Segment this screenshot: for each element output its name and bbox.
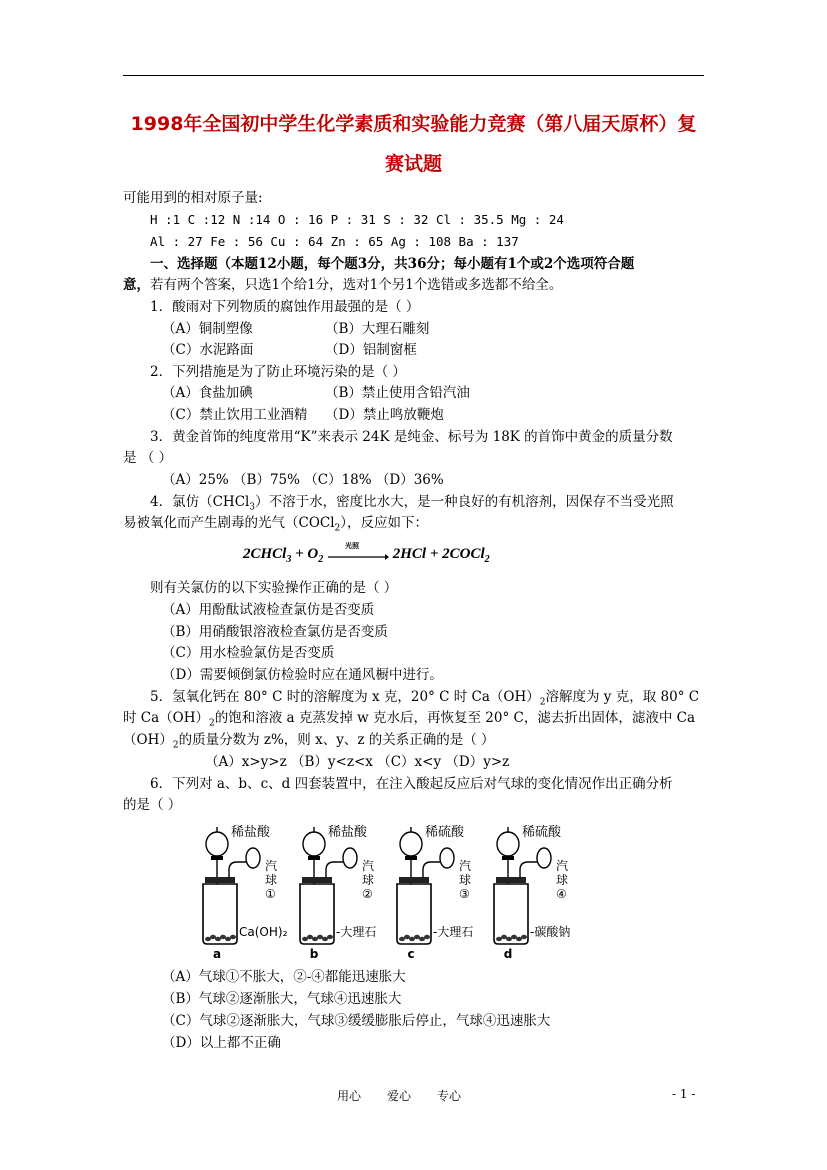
- eq-reactant: 2CHCl: [243, 546, 287, 562]
- option-c: （C）用水检验氯仿是否变质: [162, 645, 335, 661]
- option-a: （A）食盐加碘: [162, 385, 253, 401]
- eq-product: 2HCl + 2COCl: [392, 546, 485, 562]
- bottle-stopper: [205, 877, 235, 883]
- reagent-label: Ca(OH)₂: [239, 925, 288, 939]
- question-stem-continued: 则有关氯仿的以下实验操作正确的是（ ）: [150, 580, 398, 596]
- bottle-stopper: [399, 877, 429, 883]
- setup-letter: d: [503, 947, 513, 961]
- stem-text: 的饱和溶液 a 克蒸发掉 w 克水后，再恢复至 20° C，滤去折出固体，滤液中 Ca: [214, 710, 696, 726]
- balloon-label: 球: [459, 873, 472, 887]
- acid-label: 稀硫酸: [522, 825, 562, 840]
- stopcock: [211, 856, 223, 860]
- atomic-mass-row: H :1 C :12 N :14 O : 16 P : 31 S : 32 Cl : 35.5 Mg : 24: [150, 212, 564, 227]
- atomic-mass-heading: 可能用到的相对原子量:: [123, 190, 263, 206]
- page-title: 1998年全国初中学生化学素质和实验能力竞赛（第八届天原杯）复: [130, 113, 697, 135]
- stem-text: ），反应如下：: [340, 515, 429, 531]
- section-instructions: [123, 277, 713, 293]
- balloon-label: 汽: [265, 859, 278, 873]
- question-stem-continued: 的是（ ）: [123, 797, 182, 813]
- apparatus-figure: [195, 822, 595, 962]
- footer-text: 用心: [337, 1089, 362, 1103]
- options-row: （A）25% （B）75% （C）18% （D）36%: [162, 472, 444, 488]
- reagent-particle: [424, 935, 430, 939]
- stem-text: ）不溶于水，密度比水大，是一种良好的有机溶剂，因保存不当受光照: [255, 494, 674, 510]
- stem-text: 4．氯仿（CHCl: [150, 494, 250, 510]
- section-heading: 一、选择题（本题12小题，每个题3分，共36分；每小题有1个或2个选项符合题: [150, 256, 635, 272]
- balloon: [343, 848, 357, 868]
- question-stem: [150, 494, 740, 516]
- delivery-tube: [520, 862, 538, 878]
- stem-text: （OH）: [123, 732, 173, 748]
- funnel-bulb: [400, 832, 422, 856]
- balloon-label: ④: [556, 887, 567, 901]
- balloon: [440, 848, 454, 868]
- eq-reactant: + O: [291, 546, 319, 562]
- balloon-label: ③: [459, 887, 470, 901]
- page-number: - 1 -: [672, 1087, 696, 1101]
- reagent-particle: [230, 935, 236, 939]
- subscript: 2: [334, 523, 341, 534]
- reagent-label: -大理石: [433, 925, 474, 939]
- balloon-label: 汽: [556, 859, 569, 873]
- footer-text: 爱心: [387, 1089, 412, 1103]
- question-stem-continued: [123, 710, 713, 732]
- apparatus-setup: [300, 824, 376, 961]
- option-d: （D）以上都不正确: [162, 1035, 281, 1051]
- option-a: （A）铜制塑像: [162, 321, 253, 337]
- options-row: （A）x>y>z （B）y<z<x （C）x<y （D）y>z: [205, 754, 510, 770]
- funnel-bulb: [303, 832, 325, 856]
- funnel-bulb: [206, 832, 228, 856]
- apparatus-setup: [203, 824, 288, 961]
- subscript: 2: [539, 697, 546, 708]
- funnel-bulb: [497, 832, 519, 856]
- header-rule: [123, 75, 704, 76]
- question-stem: 2．下列措施是为了防止环境污染的是（ ）: [150, 364, 406, 380]
- chemical-equation: [243, 541, 490, 565]
- subscript: 3: [286, 554, 292, 565]
- stopcock: [405, 856, 417, 860]
- page-title-continued: 赛试题: [384, 153, 442, 175]
- balloon-label: ①: [265, 887, 276, 901]
- option-a: （A）用酚酞试液检查氯仿是否变质: [162, 602, 375, 618]
- balloon-label: 球: [362, 873, 375, 887]
- reagent-label: -碳酸钠: [530, 925, 571, 939]
- option-c: （C）禁止饮用工业酒精: [162, 407, 308, 423]
- setup-letter: a: [212, 947, 222, 961]
- question-stem-continued: [123, 732, 713, 754]
- balloon-label: 球: [556, 873, 569, 887]
- balloon-label: 汽: [362, 859, 375, 873]
- subscript: 2: [484, 554, 490, 565]
- apparatus-setup: [397, 824, 473, 961]
- delivery-tube: [326, 862, 344, 878]
- section-instructions-text: 若有两个答案，只选1个给1分，选对1个另1个选错或多选都不给全。: [150, 277, 563, 293]
- apparatus-setup: [494, 824, 570, 961]
- subscript: 3: [249, 502, 256, 513]
- option-d: （D）铝制窗框: [325, 342, 417, 358]
- setup-letter: b: [309, 947, 319, 961]
- balloon-label: 球: [265, 873, 278, 887]
- question-stem: 1．酸雨对下列物质的腐蚀作用最强的是（ ）: [150, 299, 420, 315]
- option-b: （B）大理石雕刻: [325, 321, 430, 337]
- question-stem-continued: [123, 515, 713, 537]
- bottle-stopper: [302, 877, 332, 883]
- stem-text: 5．氢氧化钙在 80° C 时的溶解度为 x 克，20° C 时 Ca（OH）: [150, 689, 540, 705]
- balloon-label: ②: [362, 887, 373, 901]
- delivery-tube: [229, 862, 247, 878]
- subscript: 2: [172, 740, 179, 751]
- footer-text: 专心: [437, 1089, 462, 1103]
- question-stem: [150, 689, 740, 711]
- section-heading-tail: 意，: [123, 277, 150, 293]
- acid-label: 稀盐酸: [231, 825, 271, 840]
- setup-letter: c: [407, 947, 415, 961]
- stem-text: 溶解度为 y 克，取 80° C: [545, 689, 700, 705]
- balloon: [537, 848, 551, 868]
- option-a: （A）气球①不胀大，②-④都能迅速胀大: [162, 969, 406, 985]
- delivery-tube: [423, 862, 441, 878]
- option-c: （C）气球②逐渐胀大，气球③缓缓膨胀后停止，气球④迅速胀大: [162, 1013, 551, 1029]
- option-d: （D）禁止鸣放鞭炮: [325, 407, 444, 423]
- stem-text: 时 Ca（OH）: [123, 710, 210, 726]
- option-b: （B）气球②逐渐胀大，气球④迅速胀大: [162, 991, 402, 1007]
- atomic-mass-row: Al : 27 Fe : 56 Cu : 64 Zn : 65 Ag : 108 Ba : 137: [150, 234, 519, 249]
- option-b: （B）禁止使用含铅汽油: [325, 385, 470, 401]
- stem-text: 易被氧化而产生剧毒的光气（COCl: [123, 515, 335, 531]
- arrow-icon: [327, 552, 389, 562]
- reaction-arrow: [327, 541, 389, 562]
- stopcock: [308, 856, 320, 860]
- stopcock: [502, 856, 514, 860]
- question-stem: 6．下列对 a、b、c、d 四套装置中，在注入酸起反应后对气球的变化情况作出正确分析: [150, 776, 673, 792]
- option-b: （B）用硝酸银溶液检查氯仿是否变质: [162, 624, 388, 640]
- bottle-stopper: [496, 877, 526, 883]
- balloon: [246, 848, 260, 868]
- subscript: 2: [209, 718, 215, 729]
- acid-label: 稀盐酸: [328, 825, 368, 840]
- reagent-particle: [521, 935, 527, 939]
- reaction-condition: 光照: [345, 541, 359, 550]
- reagent-label: -大理石: [336, 925, 377, 939]
- option-d: （D）需要倾倒氯仿检验时应在通风橱中进行。: [162, 667, 443, 683]
- subscript: 2: [318, 554, 324, 565]
- stem-text: 的质量分数为 z%，则 x、y、z 的关系正确的是（ ）: [178, 732, 495, 748]
- reagent-particle: [327, 935, 333, 939]
- acid-label: 稀硫酸: [425, 825, 465, 840]
- question-stem-continued: 是 （ ）: [123, 450, 173, 466]
- balloon-label: 汽: [459, 859, 472, 873]
- option-c: （C）水泥路面: [162, 342, 254, 358]
- question-stem: 3．黄金首饰的纯度常用“K”来表示 24K 是纯金、标号为 18K 的首饰中黄金的质量分数: [150, 429, 673, 445]
